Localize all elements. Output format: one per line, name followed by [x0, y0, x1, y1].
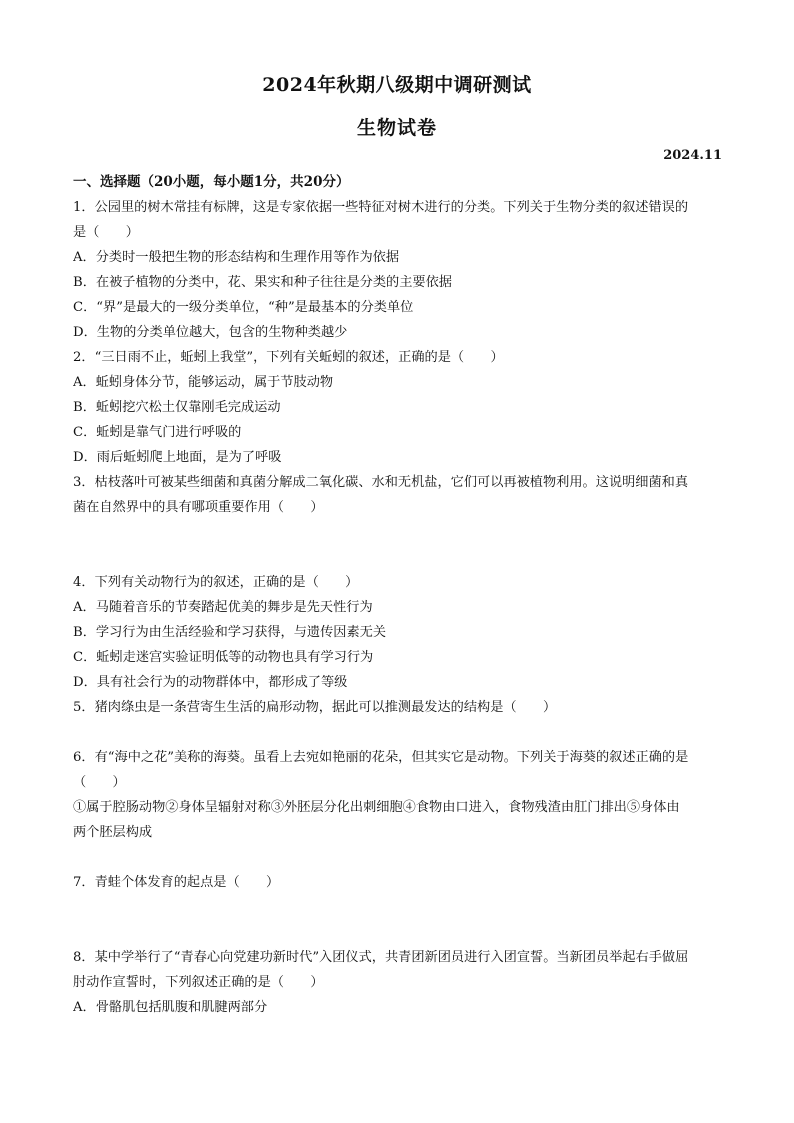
question-4-option-b: B．学习行为由生活经验和学习获得，与遗传因素无关 — [73, 625, 387, 640]
question-1-option-b: B．在被子植物的分类中，花、果实和种子往往是分类的主要依据 — [73, 275, 452, 290]
question-6-statements-line-2: 两个胚层构成 — [73, 825, 153, 840]
question-1-stem-line-1: 1．公园里的树木常挂有标牌，这是专家依据一些特征对树木进行的分类。下列关于生物分类的叙述错误的 — [73, 200, 689, 215]
question-5-stem: 5．猪肉绦虫是一条营寄生生活的扁形动物，据此可以推测最发达的结构是（ ） — [73, 700, 557, 715]
question-6-stem-line-2: （ ） — [73, 775, 126, 790]
question-6-statements-line-1: ①属于腔肠动物②身体呈辐射对称③外胚层分化出刺细胞④食物由口进入，食物残渣由肛门排出⑤身体由 — [73, 800, 680, 815]
question-8-stem-line-1: 8．某中学举行了“青春心向党建功新时代”入团仪式，共青团新团员进行入团宣誓。当新团员举起右手做屈 — [73, 950, 689, 965]
exam-date: 2024.11 — [663, 148, 722, 163]
question-1-option-d: D．生物的分类单位越大，包含的生物种类越少 — [73, 325, 348, 340]
question-4-option-d: D．具有社会行为的动物群体中，都形成了等级 — [73, 675, 348, 690]
question-2-option-d: D．雨后蚯蚓爬上地面，是为了呼吸 — [73, 450, 282, 465]
question-4-option-a: A．马随着音乐的节奏踏起优美的舞步是先天性行为 — [73, 600, 373, 615]
question-2-stem: 2．“三日雨不止，蚯蚓上我堂”，下列有关蚯蚓的叙述，正确的是（ ） — [73, 350, 504, 365]
question-2-option-b: B．蚯蚓挖穴松土仅靠刚毛完成运动 — [73, 400, 281, 415]
question-3-stem-line-1: 3．枯枝落叶可被某些细菌和真菌分解成二氧化碳、水和无机盐，它们可以再被植物利用。这说明细菌和真 — [73, 475, 689, 490]
question-4-option-c: C．蚯蚓走迷宫实验证明低等的动物也具有学习行为 — [73, 650, 374, 665]
section-heading: 一、选择题（20小题，每小题1分，共20分） — [73, 174, 350, 190]
question-1-option-c: C．“界”是最大的一级分类单位，“种”是最基本的分类单位 — [73, 300, 414, 315]
exam-title: 2024年秋期八级期中调研测试 — [262, 74, 532, 96]
question-1-stem-line-2: 是（ ） — [73, 225, 139, 240]
question-4-stem: 4．下列有关动物行为的叙述，正确的是（ ） — [73, 575, 359, 590]
question-1-option-a: A．分类时一般把生物的形态结构和生理作用等作为依据 — [73, 250, 400, 265]
question-8-option-a: A．骨骼肌包括肌腹和肌腱两部分 — [73, 1000, 268, 1015]
exam-subtitle: 生物试卷 — [356, 117, 437, 139]
question-3-stem-line-2: 菌在自然界中的具有哪项重要作用（ ） — [73, 500, 324, 515]
question-2-option-c: C．蚯蚓是靠气门进行呼吸的 — [73, 425, 242, 440]
question-2-option-a: A．蚯蚓身体分节，能够运动，属于节肢动物 — [73, 375, 334, 390]
question-7-stem: 7．青蛙个体发育的起点是（ ） — [73, 875, 280, 890]
question-8-stem-line-2: 肘动作宣誓时，下列叙述正确的是（ ） — [73, 975, 324, 990]
question-6-stem-line-1: 6．有“海中之花”美称的海葵。虽看上去宛如艳丽的花朵，但其实它是动物。下列关于海葵的叙述正确的是 — [73, 750, 689, 765]
